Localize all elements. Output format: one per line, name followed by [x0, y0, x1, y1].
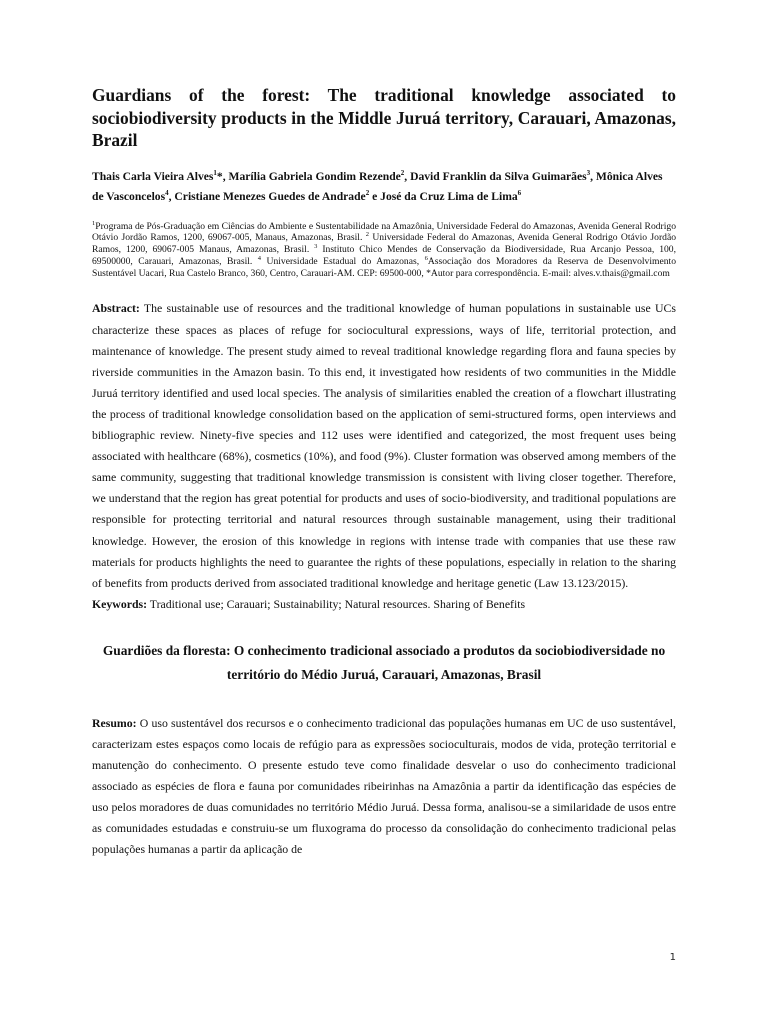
affiliation-text: Instituto Chico Mendes de Conservação da Biodiversidade, Rua Arcanjo Pessoa, 100, 69500000, Carauari, Amazonas, Brasil.: [92, 244, 677, 267]
author-name: Mônica Alves de Vasconcelos: [92, 169, 663, 203]
author-affiliation-mark: 4: [165, 189, 169, 197]
affiliations: [92, 221, 676, 280]
affiliation-mark: 3: [314, 243, 318, 251]
portuguese-title: Guardiões da floresta: O conhecimento tradicional associado a produtos da sociobiodiversidade no território do Médio Juruá, Carauari, Amazonas, Brasil: [102, 642, 666, 683]
author-affiliation-mark: 1: [213, 168, 217, 177]
author-affiliation-mark: 2: [365, 189, 370, 197]
author-name: Marília Gabriela Gondim Rezende: [228, 169, 401, 183]
author-list: [92, 167, 676, 208]
author: [380, 190, 521, 203]
affiliation-mark: 4: [257, 254, 262, 262]
author-separator: e: [369, 190, 381, 203]
author-separator: ,: [590, 169, 596, 183]
author-name: David Franklin da Silva Guimarães: [410, 169, 587, 183]
keywords-label: Keywords:: [92, 596, 148, 611]
author-separator: *,: [216, 169, 229, 183]
keywords-text: Traditional use; Carauari; Sustainability; Natural resources. Sharing of Benefits: [147, 596, 526, 611]
keywords: [92, 594, 676, 615]
affiliation-text: Associação dos Moradores da Reserva de Desenvolvimento Sustentável Uacari, Rua Castelo Branco, 360, Centro, Carauari-AM. CEP: 69500-000, *Autor para correspondência. E-mail: alves.v.thais@gmail.com: [92, 255, 676, 279]
author-separator: ,: [404, 169, 411, 183]
affiliation-mark: 6: [424, 254, 428, 262]
page-number: 1: [669, 952, 676, 963]
author: [92, 170, 229, 183]
affiliation-text: Universidade Estadual do Amazonas,: [261, 255, 425, 267]
affiliation-text: Programa de Pós-Graduação em Ciências do Ambiente e Sustentabilidade na Amazônia, Universidade Federal do Amazonas, Avenida General Rodrigo Otávio Jordão Ramos, 1200, 69067-005, Manaus, Amazonas, Brasil.: [92, 220, 676, 244]
author: [174, 190, 380, 203]
paper-title: Guardians of the forest: The traditional knowledge associated to sociobiodiversity products in the Middle Juruá territory, Carauari, Amazonas, Brazil: [92, 85, 676, 150]
abstract-label: Abstract:: [92, 301, 140, 316]
author-affiliation-mark: 6: [517, 189, 522, 197]
abstract: [92, 298, 676, 593]
resumo-text: O uso sustentável dos recursos e o conhecimento tradicional das populações humanas em UC de uso sustentável, caracterizam estes espaços como locais de refúgio para as expressões socioculturais, modos de vida, proteção territorial e manutenção do conhecimento. O presente estudo teve como finalidade desvelar o uso do conhecimento tradicional associado as espécies de flora e fauna por comunidades ribeirinhas na Amazônia a partir da identificação das espécies de uso pelos moradores de duas comunidades no território Médio Juruá. Dessa forma, analisou-se a similaridade de usos entre as comunidades estudadas e construiu-se um fluxograma do processo da consolidação do conhecimento tradicional pelas populações humanas a partir da aplicação de: [92, 715, 676, 857]
author-affiliation-mark: 3: [586, 168, 591, 177]
author: [410, 170, 596, 183]
author-separator: ,: [168, 190, 175, 203]
paper-page: [92, 84, 676, 861]
abstract-text: The sustainable use of resources and the traditional knowledge of human populations in sustainable use UCs characterize these spaces as places of refuge for sociocultural expressions, ways of life, territorial protection, and maintenance of knowledge. The present study aimed to reveal traditional knowledge regarding flora and fauna species by riverside communities in the Amazon basin. To this end, it investigated how residents of two communities in the Middle Juruá territory identified and used local species. The analysis of similarities enabled the creation of a flowchart illustrating the process of traditional knowledge consolidation based on the application of semi-structured forms, open interviews and bibliographic review. Ninety-five species and 112 uses were identified and categorized, the most frequent uses being associated with healthcare (68%), cosmetics (10%), and food (9%). Cluster formation was observed among members of the same community, suggesting that traditional knowledge transmission is consistent with living closer together. Therefore, we understand that the region has great potential for products and uses of socio-biodiversity, and traditional populations are responsible for protecting territorial and natural resources through sustainable management, using their traditional knowledge. However, the erosion of this knowledge in regions with intense trade with companies that use these raw materials for products highlights the need to guarantee the rights of these populations, especially in relation to the sharing of benefits from products derived from associated traditional knowledge and heritage genetic (Law 13.123/2015).: [92, 301, 676, 590]
affiliation-text: Universidade Federal do Amazonas, Avenida General Rodrigo Otávio Jordão Ramos, 1200, 69067-005 Manaus, Amazonas, Brasil.: [92, 232, 676, 256]
resumo-label: Resumo:: [92, 715, 137, 730]
author-name: Thais Carla Vieira Alves: [92, 169, 214, 183]
affiliation-mark: 1: [92, 219, 96, 227]
resumo: [92, 713, 676, 861]
author-name: Cristiane Menezes Guedes de Andrade: [174, 190, 366, 203]
author-affiliation-mark: 2: [400, 168, 405, 177]
author: [229, 170, 411, 183]
author-name: José da Cruz Lima de Lima: [380, 190, 518, 203]
affiliation-mark: 2: [365, 231, 369, 239]
